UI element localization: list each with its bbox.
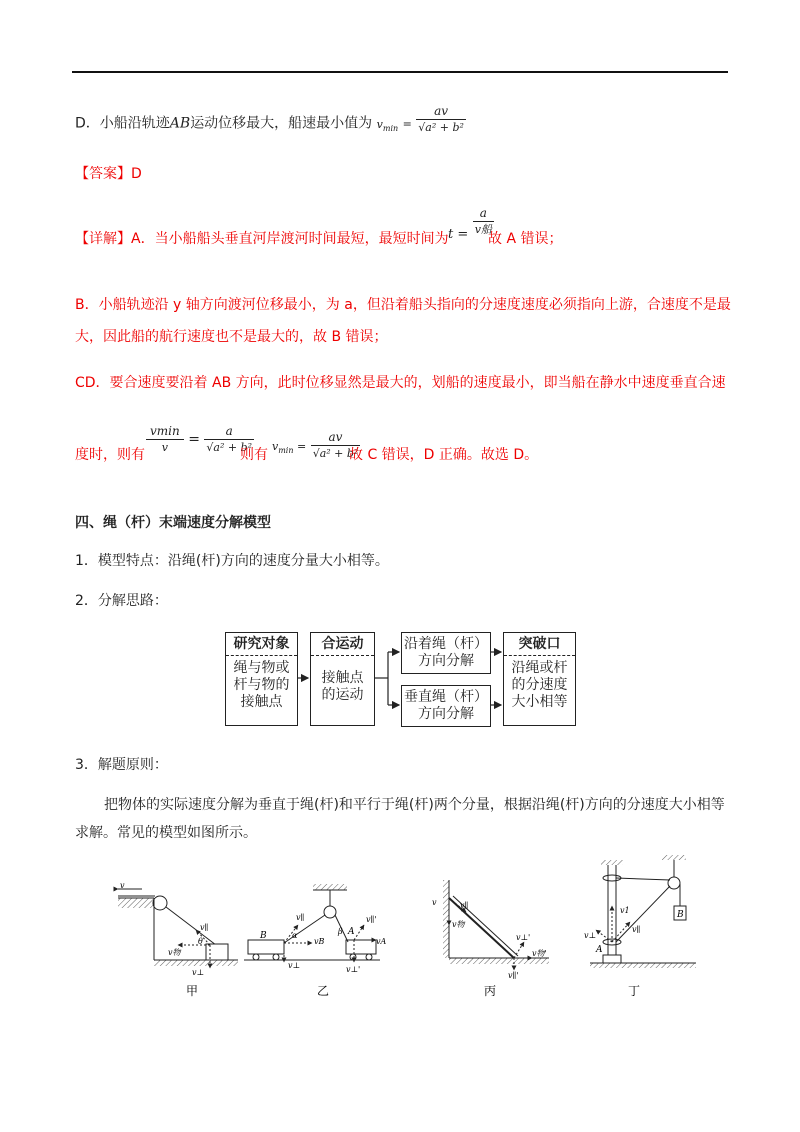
bing-v: v bbox=[432, 898, 437, 907]
fig-label-jia: 甲 bbox=[186, 984, 199, 998]
option-d-num: av bbox=[416, 104, 466, 120]
yi-alpha: α bbox=[292, 931, 298, 940]
jia-v-obj: v物 bbox=[168, 948, 181, 957]
cd-frac3-den: √a² + b² bbox=[312, 447, 359, 460]
cd-formula-1: $\frac{vmin}{v}$ = $\frac{a}{\text{√a² + b²}}$ bbox=[146, 424, 254, 455]
detail-b-line1: B．小船轨迹沿 y 轴方向渡河位移最小，为 a，但沿着船头指向的分速度速度必须指向上游，合速度不是最 bbox=[75, 297, 731, 313]
flow-box2-line: 的运动 bbox=[321, 687, 364, 703]
vmin-symbol: v bbox=[376, 117, 383, 131]
section-title: 四、绳（杆）末端速度分解模型 bbox=[75, 515, 271, 531]
ding-v-perp: v⊥ bbox=[584, 931, 597, 940]
figure-ding bbox=[584, 855, 696, 968]
figure-yi bbox=[244, 884, 387, 974]
fig-label-ding: 丁 bbox=[628, 984, 641, 998]
bing-v-obj: v物 bbox=[452, 920, 465, 929]
bing-v-par: v∥ bbox=[460, 901, 469, 910]
flow-box3-line: 沿着绳（杆） bbox=[404, 636, 488, 652]
fig-label-yi: 乙 bbox=[317, 984, 330, 998]
flow-box2-head: 合运动 bbox=[311, 633, 374, 656]
flow-box2-line: 接触点 bbox=[321, 670, 364, 686]
cd-frac1-den: v bbox=[161, 441, 168, 454]
cd-mid: 则有 bbox=[240, 447, 268, 463]
flow-box1-line: 绳与物或 bbox=[233, 660, 290, 676]
section-p2: 2．分解思路： bbox=[75, 593, 168, 609]
yi-v-par: v∥ bbox=[296, 913, 305, 922]
figure-jia bbox=[118, 881, 238, 977]
jia-v: v bbox=[120, 881, 125, 890]
cd-formula-2: $v_{min}$ = $\frac{av}{\text{√a² + b²}}$ bbox=[272, 430, 359, 460]
cd-frac2-num: a bbox=[204, 424, 254, 440]
ding-v-par: v∥ bbox=[632, 925, 641, 934]
yi-v-a: vA bbox=[376, 937, 387, 946]
cd-frac2-den: √a² + b² bbox=[206, 441, 253, 454]
flow-box5-line: 大小相等 bbox=[511, 694, 568, 710]
cd-tail: 故 C 错误，D 正确。故选 D。 bbox=[349, 447, 539, 463]
ding-v1: v1 bbox=[620, 906, 630, 915]
bing-v-par2: v∥' bbox=[508, 971, 519, 980]
cd-frac3-num: av bbox=[311, 430, 361, 446]
yi-label-a: A bbox=[348, 927, 355, 937]
figures-panel bbox=[0, 845, 800, 1005]
flow-box3-line: 方向分解 bbox=[418, 653, 474, 669]
yi-v-perp: v⊥ bbox=[288, 961, 301, 970]
detail-b-line2: 大，因此船的航行速度也不是最大的，故 B 错误； bbox=[75, 329, 388, 345]
option-d-eq: = bbox=[402, 117, 412, 131]
flow-box5-line: 的分速度 bbox=[511, 677, 568, 693]
option-d-den: √a² + b² bbox=[418, 121, 464, 134]
fig-label-bing: 丙 bbox=[484, 984, 497, 998]
vmin-sub: min bbox=[382, 123, 399, 133]
yi-beta: β bbox=[338, 927, 343, 936]
detail-a-tail: 故 A 错误； bbox=[488, 231, 563, 247]
detail-cd-line1: CD．要合速度要沿着 AB 方向，此时位移显然是最大的，划船的速度最小，即当船在静水中速度垂直合速 bbox=[75, 375, 726, 391]
flow-box5-line: 沿绳或杆 bbox=[511, 660, 568, 676]
jia-v-par: v∥ bbox=[200, 923, 209, 932]
flow-box1-line: 接触点 bbox=[240, 694, 283, 710]
flow-box4-line: 方向分解 bbox=[418, 706, 474, 722]
flow-box4-line: 垂直绳（杆） bbox=[404, 689, 488, 705]
answer-tag: 【答案】 bbox=[75, 166, 131, 182]
cd-frac1-num: vmin bbox=[146, 424, 184, 440]
figure-bing bbox=[432, 880, 549, 980]
detail-a-text: A．当小船船头垂直河岸渡河时间最短，最短时间为 bbox=[131, 231, 449, 247]
t-num: a bbox=[473, 206, 494, 222]
jia-theta: θ bbox=[198, 937, 203, 946]
detail-tag: 【详解】 bbox=[75, 231, 131, 247]
jia-v-perp: v⊥ bbox=[192, 968, 205, 977]
section-p4-line1: 把物体的实际速度分解为垂直于绳(杆)和平行于绳(杆)两个分量，根据沿绳(杆)方向的分速度大小相等 bbox=[104, 797, 725, 813]
flow-box5-head: 突破口 bbox=[504, 633, 575, 656]
option-d-text: 运动位移最大，船速最小值为 bbox=[190, 115, 373, 132]
section-p4-line2: 求解。常见的模型如图所示。 bbox=[75, 825, 257, 841]
flow-box1-line: 杆与物的 bbox=[233, 677, 290, 693]
t-symbol: t = bbox=[448, 226, 469, 242]
yi-v-perp2: v⊥' bbox=[346, 965, 361, 974]
t-den: v船 bbox=[474, 223, 492, 236]
ding-label-a: A bbox=[596, 945, 603, 955]
yi-v-par2: v∥' bbox=[366, 915, 377, 924]
flow-box1-head: 研究对象 bbox=[226, 633, 297, 656]
option-d-ab: AB bbox=[169, 115, 191, 132]
yi-v-b: vB bbox=[314, 937, 325, 946]
section-p3: 3．解题原则： bbox=[75, 757, 168, 773]
cd-prefix: 度时，则有 bbox=[75, 447, 145, 463]
rope-jia bbox=[166, 907, 216, 945]
ding-label-b: B bbox=[677, 910, 684, 920]
bing-v-obj2: v物' bbox=[532, 949, 547, 958]
section-p1: 1．模型特点：沿绳(杆)方向的速度分量大小相等。 bbox=[75, 553, 389, 569]
answer-value: D bbox=[131, 166, 142, 182]
option-d-label: D．小船沿轨迹 bbox=[75, 115, 170, 132]
yi-label-b: B bbox=[260, 931, 267, 941]
bing-v-perp: v⊥' bbox=[516, 933, 531, 942]
